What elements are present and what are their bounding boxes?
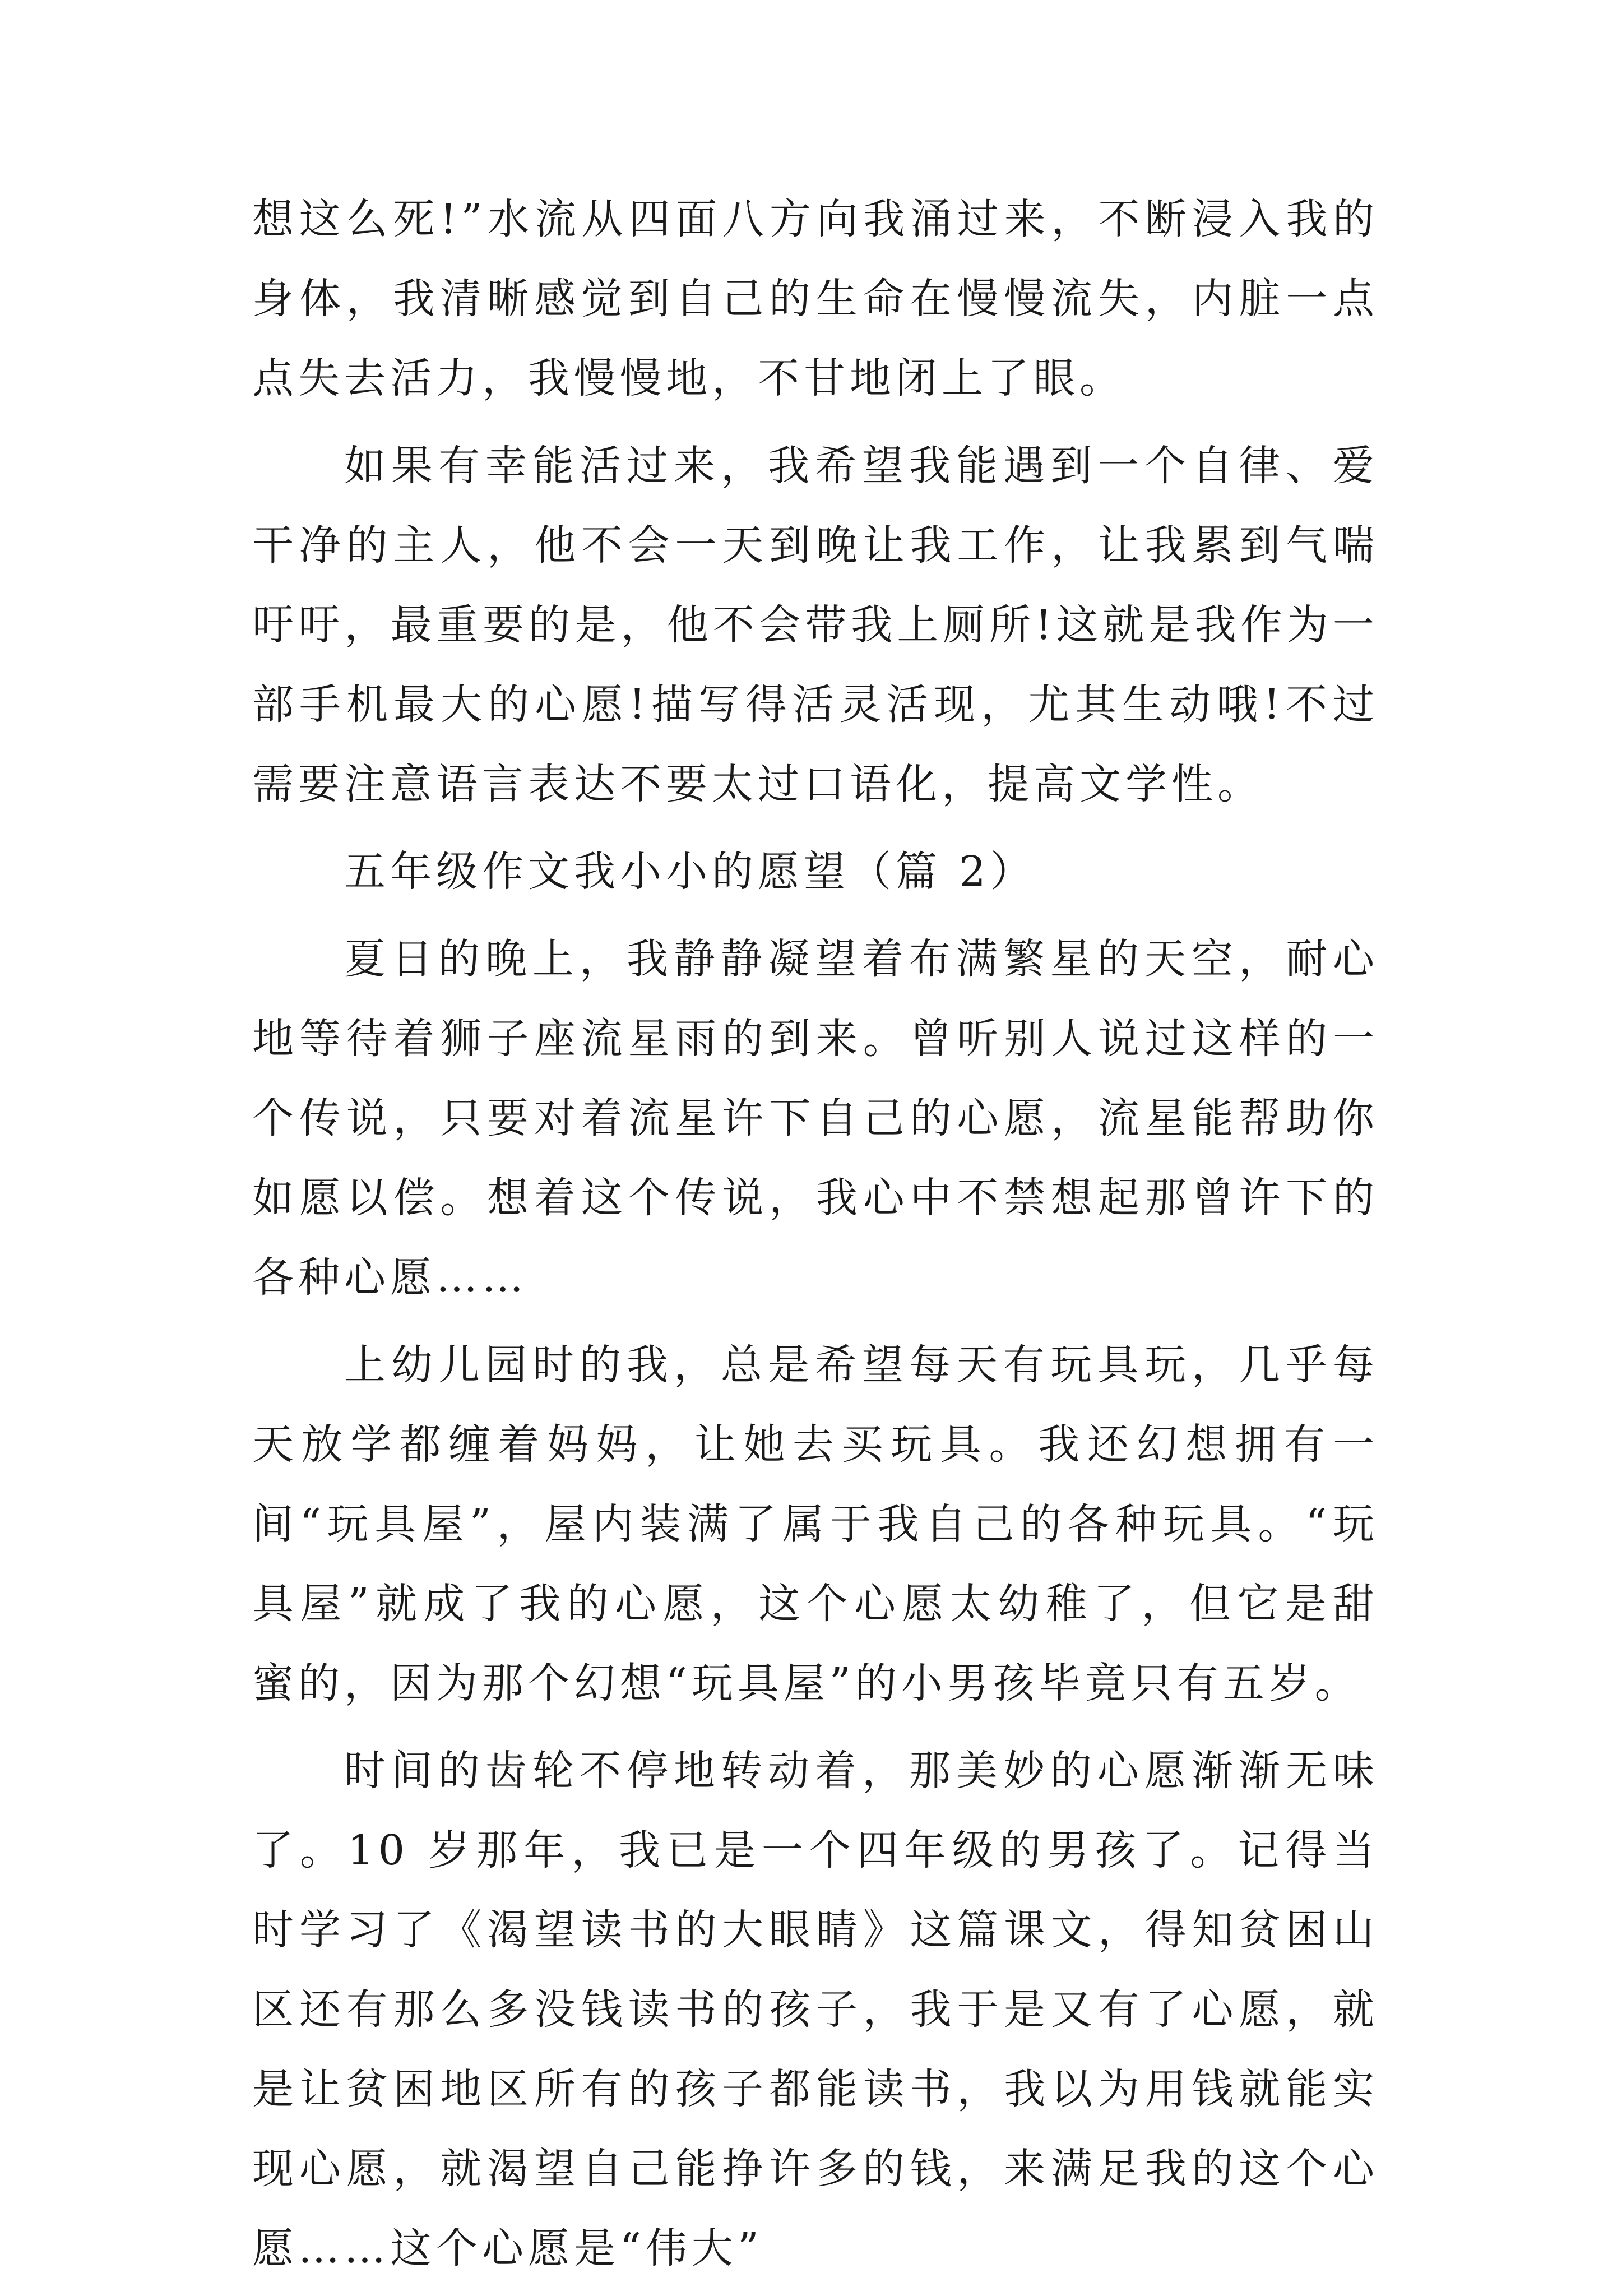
body-text	[252, 179, 1379, 2296]
paragraph-wish: 如果有幸能活过来，我希望我能遇到一个自律、爱干净的主人，他不会一天到晚让我工作，让我累到气喘吁吁，最重要的是，他不会带我上厕所!这就是我作为一部手机最大的心愿!描写得活灵活现，尤其生动哦!不过需要注意语言表达不要太过口语化，提高文学性。	[252, 442, 1379, 808]
paragraph-continuation: 想这么死!”水流从四面八方向我涌过来，不断浸入我的身体，我清晰感觉到自己的生命在慢慢流失，内脏一点点失去活力，我慢慢地，不甘地闭上了眼。	[252, 195, 1379, 402]
essay-title: 五年级作文我小小的愿望（篇 2）	[344, 848, 1036, 896]
paragraph-kindergarten: 上幼儿园时的我，总是希望每天有玩具玩，几乎每天放学都缠着妈妈，让她去买玩具。我还幻想拥有一间“玩具屋”，屋内装满了属于我自己的各种玩具。“玩具屋”就成了我的心愿，这个心愿太幼稚了，但它是甜蜜的，因为那个幻想“玩具屋”的小男孩毕竟只有五岁。	[252, 1341, 1379, 1707]
paragraph-time-gear: 时间的齿轮不停地转动着，那美妙的心愿渐渐无味了。10 岁那年，我已是一个四年级的男孩了。记得当时学习了《渴望读书的大眼睛》这篇课文，得知贫困山区还有那么多没钱读书的孩子，我于是又有了心愿，就是让贫困地区所有的孩子都能读书，我以为用钱就能实现心愿，就渴望自己能挣许多的钱，来满足我的这个心愿……这个心愿是“伟大”	[252, 1747, 1379, 2272]
paragraph-summer-night: 夏日的晚上，我静静凝望着布满繁星的天空，耐心地等待着狮子座流星雨的到来。曾听别人说过这样的一个传说，只要对着流星许下自己的心愿，流星能帮助你如愿以偿。想着这个传说，我心中不禁想起那曾许下的各种心愿……	[252, 935, 1379, 1302]
